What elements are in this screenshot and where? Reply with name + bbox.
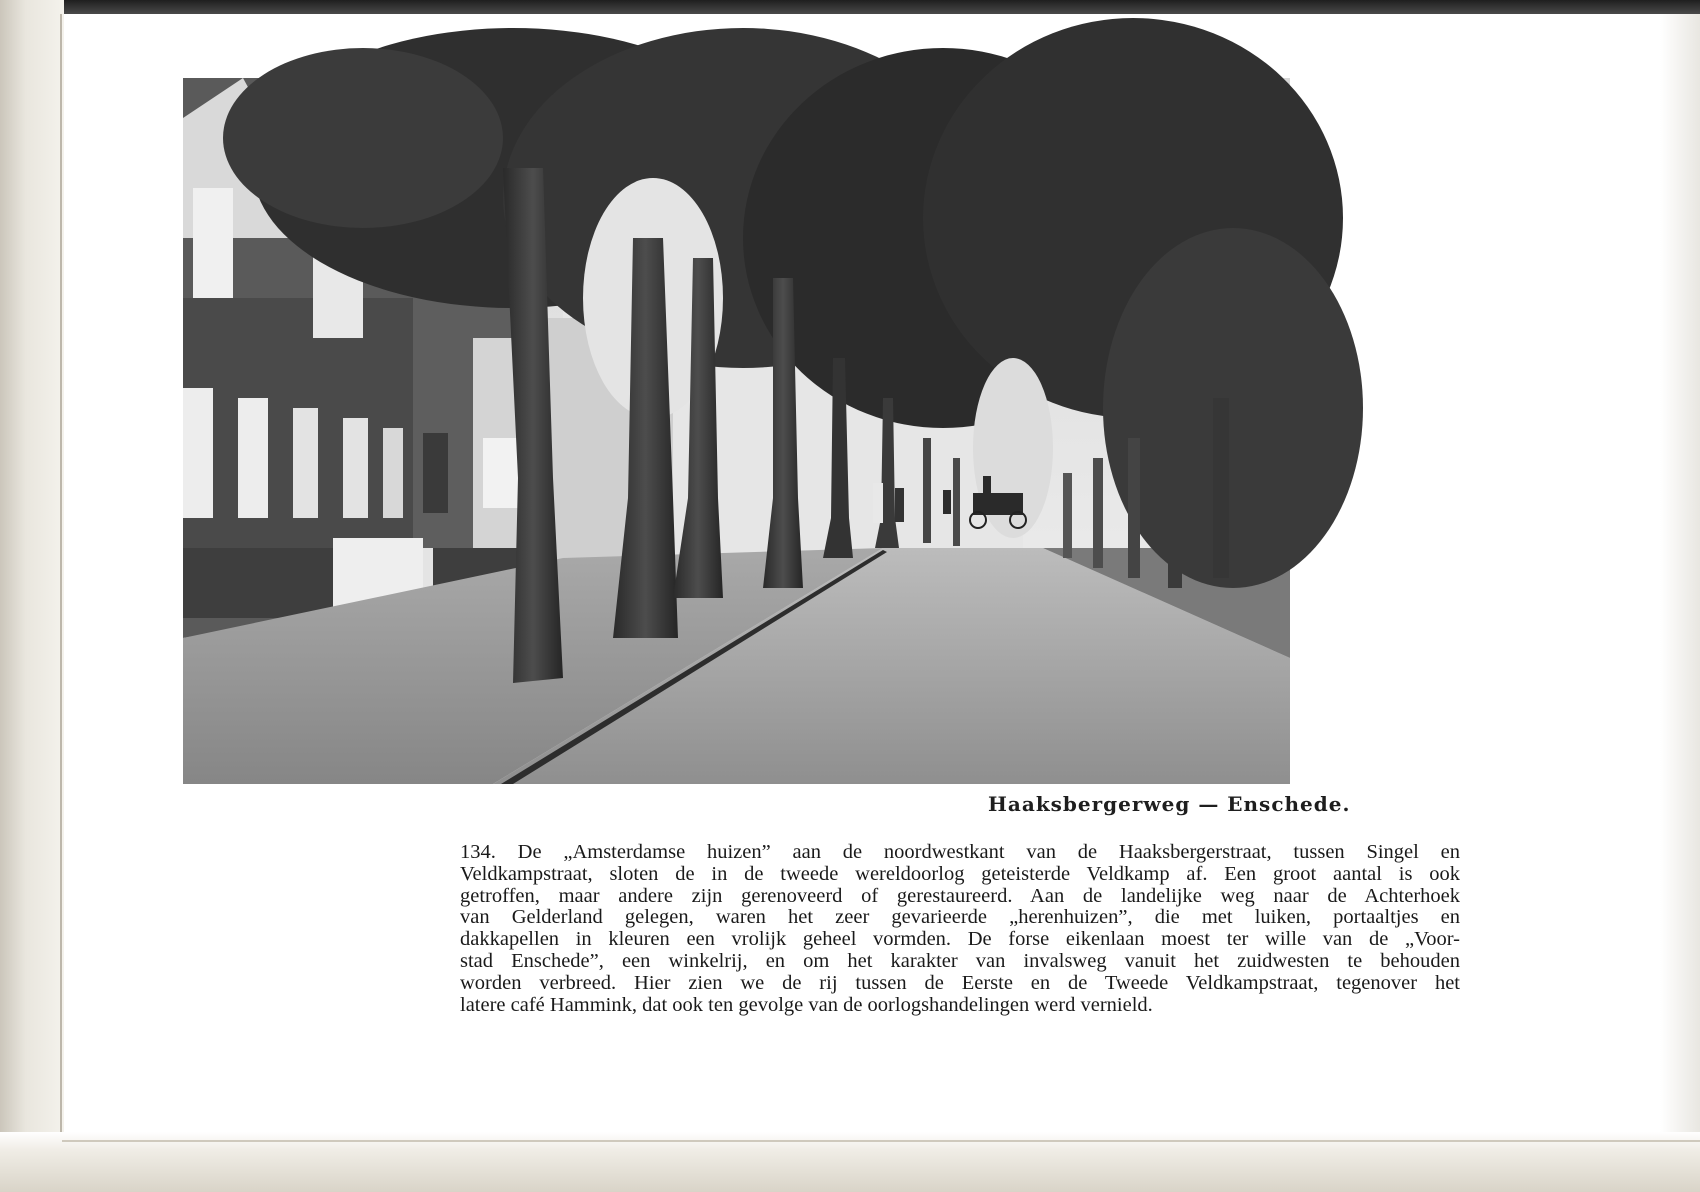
page-right-shadow xyxy=(1660,14,1700,1144)
caption-line: latere café Hammink, dat ook ten gevolge van de oorlogshandelingen werd vernield. xyxy=(460,993,1153,1016)
book-spine-edge xyxy=(0,0,64,1192)
page-edge-line xyxy=(60,14,62,1144)
caption-line: stad Enschede”, een winkelrij, en om het karakter van invalsweg vanuit het zuidwesten te behouden xyxy=(460,949,1460,972)
page-bottom-line xyxy=(62,1140,1700,1142)
caption-line: getroffen, maar andere zijn gerenoveerd of gerestaureerd. Aan de landelijke weg naar de Achterhoek xyxy=(460,884,1460,907)
caption-line: van Gelderland gelegen, waren het zeer gevarieerde „herenhuizen”, die met luiken, portaaltjes en xyxy=(460,906,1460,929)
caption-line: Veldkampstraat, sloten de in de tweede wereldoorlog geteisterde Veldkamp af. Een groot aantal is ook xyxy=(460,862,1460,885)
street-photo xyxy=(183,78,1351,816)
caption-paragraph xyxy=(460,842,1460,1016)
book-top-edge xyxy=(0,0,1700,14)
photo-caption: Haaksbergerweg — Enschede. xyxy=(988,792,1351,816)
caption-line: 134. De „Amsterdamse huizen” aan de noordwestkant van de Haaksbergerstraat, tussen Singel en xyxy=(460,841,1460,863)
caption-line: dakkapellen in kleuren een vrolijk geheel vormden. De forse eikenlaan moest ter wille van de „Voor- xyxy=(460,928,1460,951)
caption-line: worden verbreed. Hier zien we de rij tussen de Eerste en de Tweede Veldkampstraat, tegenover het xyxy=(460,971,1460,994)
